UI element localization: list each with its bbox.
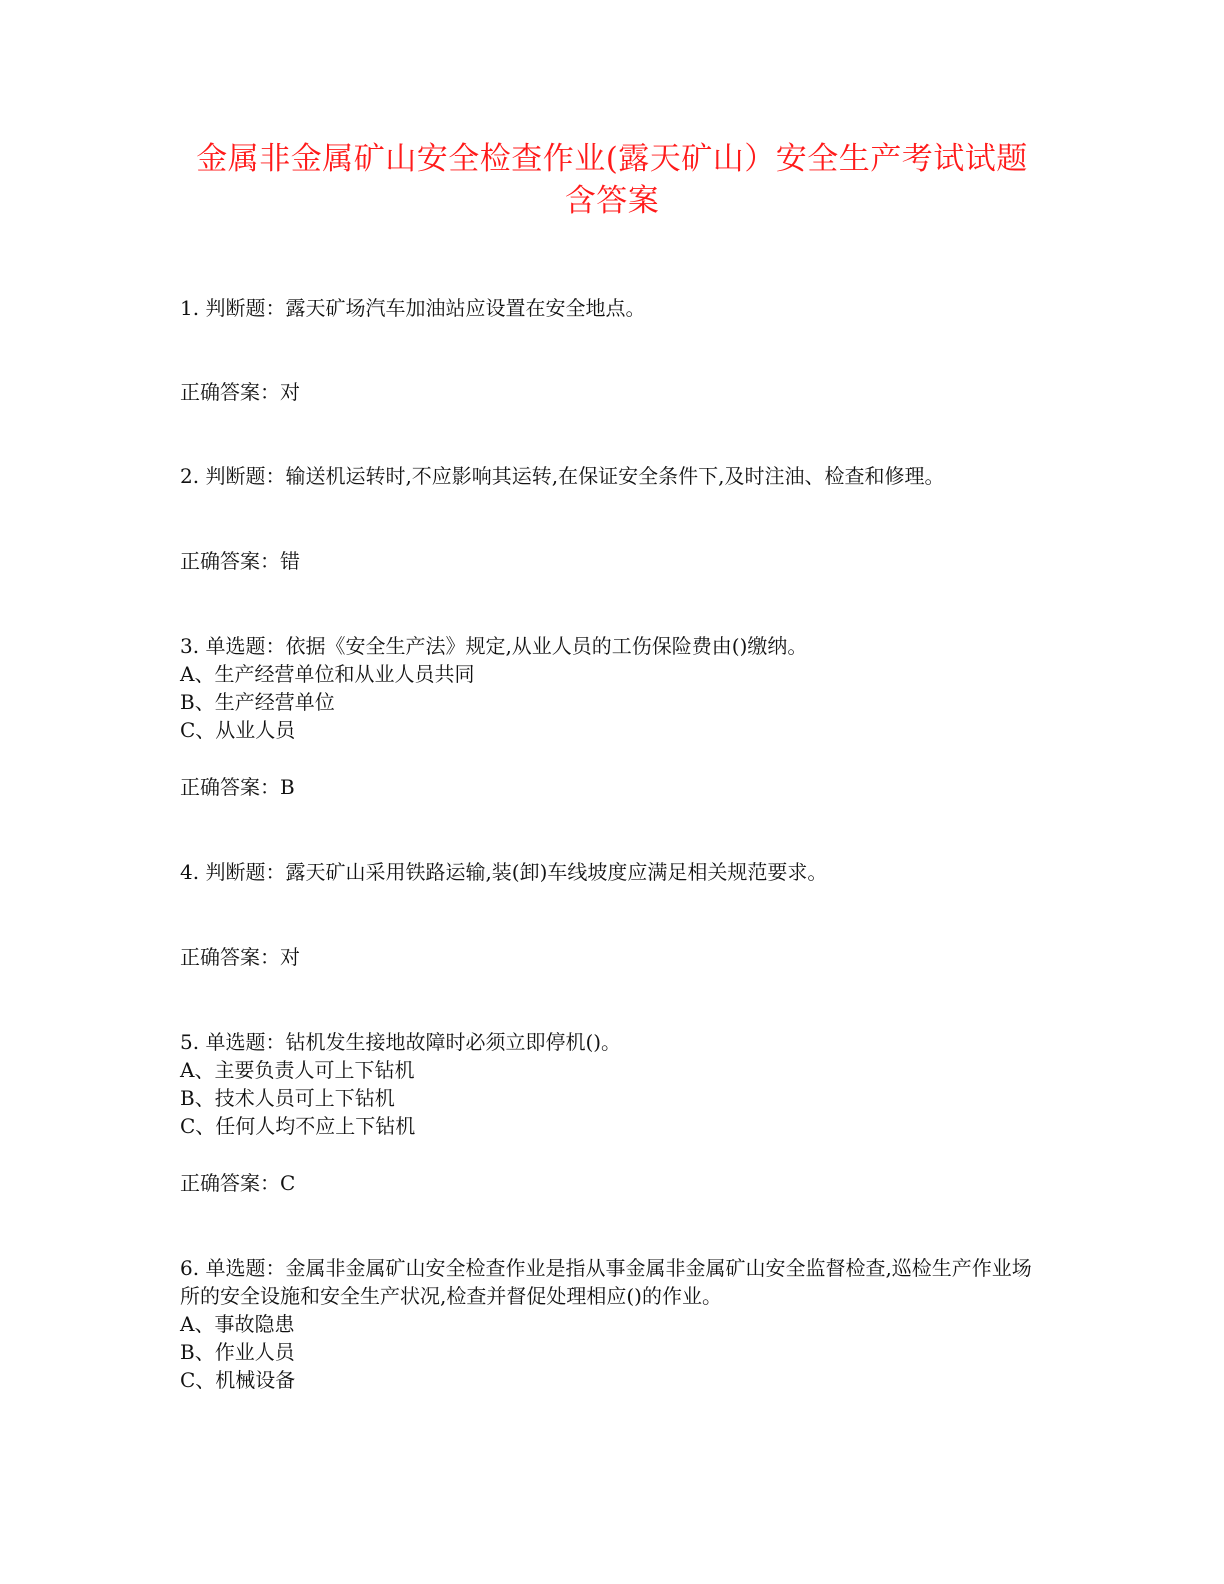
question-6-stem: 6. 单选题：金属非金属矿山安全检查作业是指从事金属非金属矿山安全监督检查,巡检生产作业场所的安全设施和安全生产状况,检查并督促处理相应()的作业。 (180, 1256, 1032, 1308)
title-line-1: 金属非金属矿山安全检查作业(露天矿山）安全生产考试试题 (196, 141, 1028, 177)
title-line-2: 含答案 (564, 183, 660, 219)
question-1-stem: 1. 判断题：露天矿场汽车加油站应设置在安全地点。 (180, 296, 646, 320)
document-title (150, 138, 1074, 222)
question-6-option-b: B、作业人员 (180, 1340, 295, 1364)
question-3-option-c: C、从业人员 (180, 718, 296, 742)
question-5-stem: 5. 单选题：钻机发生接地故障时必须立即停机()。 (180, 1030, 622, 1054)
question-5-option-b: B、技术人员可上下钻机 (180, 1086, 395, 1110)
question-4-stem: 4. 判断题：露天矿山采用铁路运输,装(卸)车线坡度应满足相关规范要求。 (180, 860, 828, 884)
question-5-option-a: A、主要负责人可上下钻机 (180, 1058, 415, 1082)
question-3-stem: 3. 单选题：依据《安全生产法》规定,从业人员的工伤保险费由()缴纳。 (180, 634, 808, 658)
question-2-stem: 2. 判断题：输送机运转时,不应影响其运转,在保证安全条件下,及时注油、检查和修理。 (180, 464, 945, 488)
question-3-option-b: B、生产经营单位 (180, 690, 335, 714)
question-5-option-c: C、任何人均不应上下钻机 (180, 1114, 416, 1138)
question-6-option-c: C、机械设备 (180, 1368, 296, 1392)
question-3-answer: 正确答案：B (180, 775, 295, 799)
question-4-answer: 正确答案：对 (180, 945, 300, 969)
question-5-answer: 正确答案：C (180, 1171, 296, 1195)
question-6-option-a: A、事故隐患 (180, 1312, 295, 1336)
question-1-answer: 正确答案：对 (180, 380, 300, 404)
question-3-option-a: A、生产经营单位和从业人员共同 (180, 662, 475, 686)
question-2-answer: 正确答案：错 (180, 549, 300, 573)
